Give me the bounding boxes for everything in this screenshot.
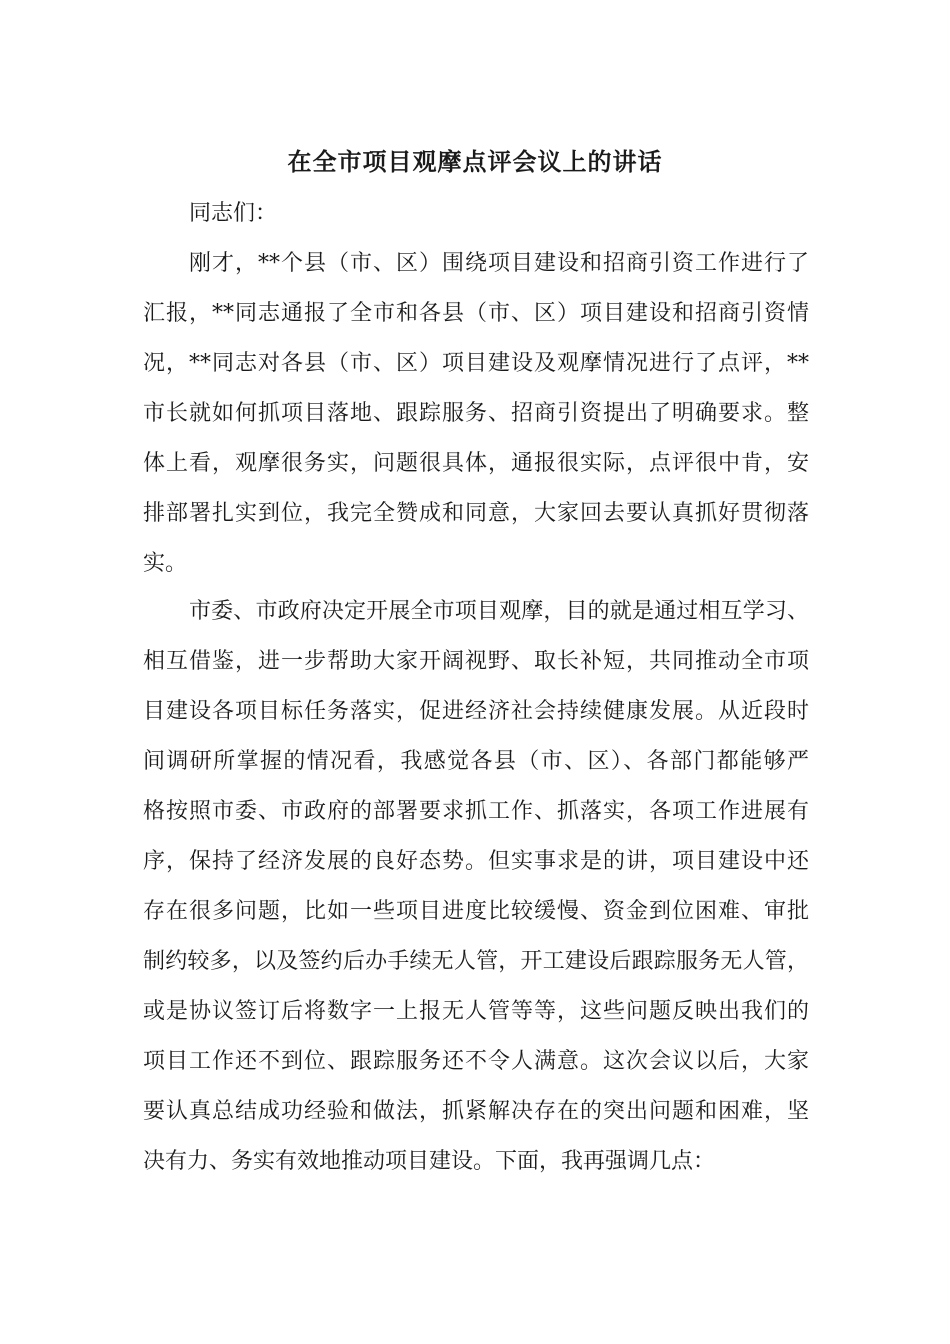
paragraph-line: 实。 — [143, 551, 188, 576]
paragraph-line: 相互借鉴，进一步帮助大家开阔视野、取长补短，共同推动全市项 — [143, 649, 809, 674]
paragraph-line: 格按照市委、市政府的部署要求抓工作、抓落实，各项工作进展有 — [143, 799, 809, 824]
paragraph-line: 市长就如何抓项目落地、跟踪服务、招商引资提出了明确要求。整 — [143, 401, 809, 426]
paragraph-line: 体上看，观摩很务实，问题很具体，通报很实际，点评很中肯，安 — [143, 451, 809, 476]
salutation: 同志们： — [189, 201, 278, 226]
paragraph-line: 况，**同志对各县（市、区）项目建设及观摩情况进行了点评，** — [143, 351, 809, 376]
paragraph-line: 决有力、务实有效地推动项目建设。下面，我再强调几点： — [143, 1149, 716, 1174]
paragraph-line: 排部署扎实到位，我完全赞成和同意，大家回去要认真抓好贯彻落 — [143, 501, 809, 526]
paragraph-line: 存在很多问题，比如一些项目进度比较缓慢、资金到位困难、审批 — [143, 899, 809, 924]
paragraph-line: 市委、市政府决定开展全市项目观摩，目的就是通过相互学习、 — [189, 599, 809, 624]
paragraph-line: 刚才，**个县（市、区）围绕项目建设和招商引资工作进行了 — [189, 251, 809, 276]
paragraph-line: 序，保持了经济发展的良好态势。但实事求是的讲，项目建设中还 — [143, 849, 809, 874]
paragraph-line: 要认真总结成功经验和做法，抓紧解决存在的突出问题和困难，坚 — [143, 1099, 809, 1124]
paragraph-line: 制约较多，以及签约后办手续无人管，开工建设后跟踪服务无人管， — [143, 949, 809, 974]
paragraph-line: 间调研所掌握的情况看，我感觉各县（市、区）、各部门都能够严 — [143, 749, 809, 774]
paragraph-line: 目建设各项目标任务落实，促进经济社会持续健康发展。从近段时 — [143, 699, 809, 724]
paragraph-line: 或是协议签订后将数字一上报无人管等等，这些问题反映出我们的 — [143, 999, 809, 1024]
document-title: 在全市项目观摩点评会议上的讲话 — [287, 147, 663, 176]
paragraph-line: 项目工作还不到位、跟踪服务还不令人满意。这次会议以后，大家 — [143, 1049, 809, 1074]
paragraph-line: 汇报，**同志通报了全市和各县（市、区）项目建设和招商引资情 — [143, 301, 809, 326]
